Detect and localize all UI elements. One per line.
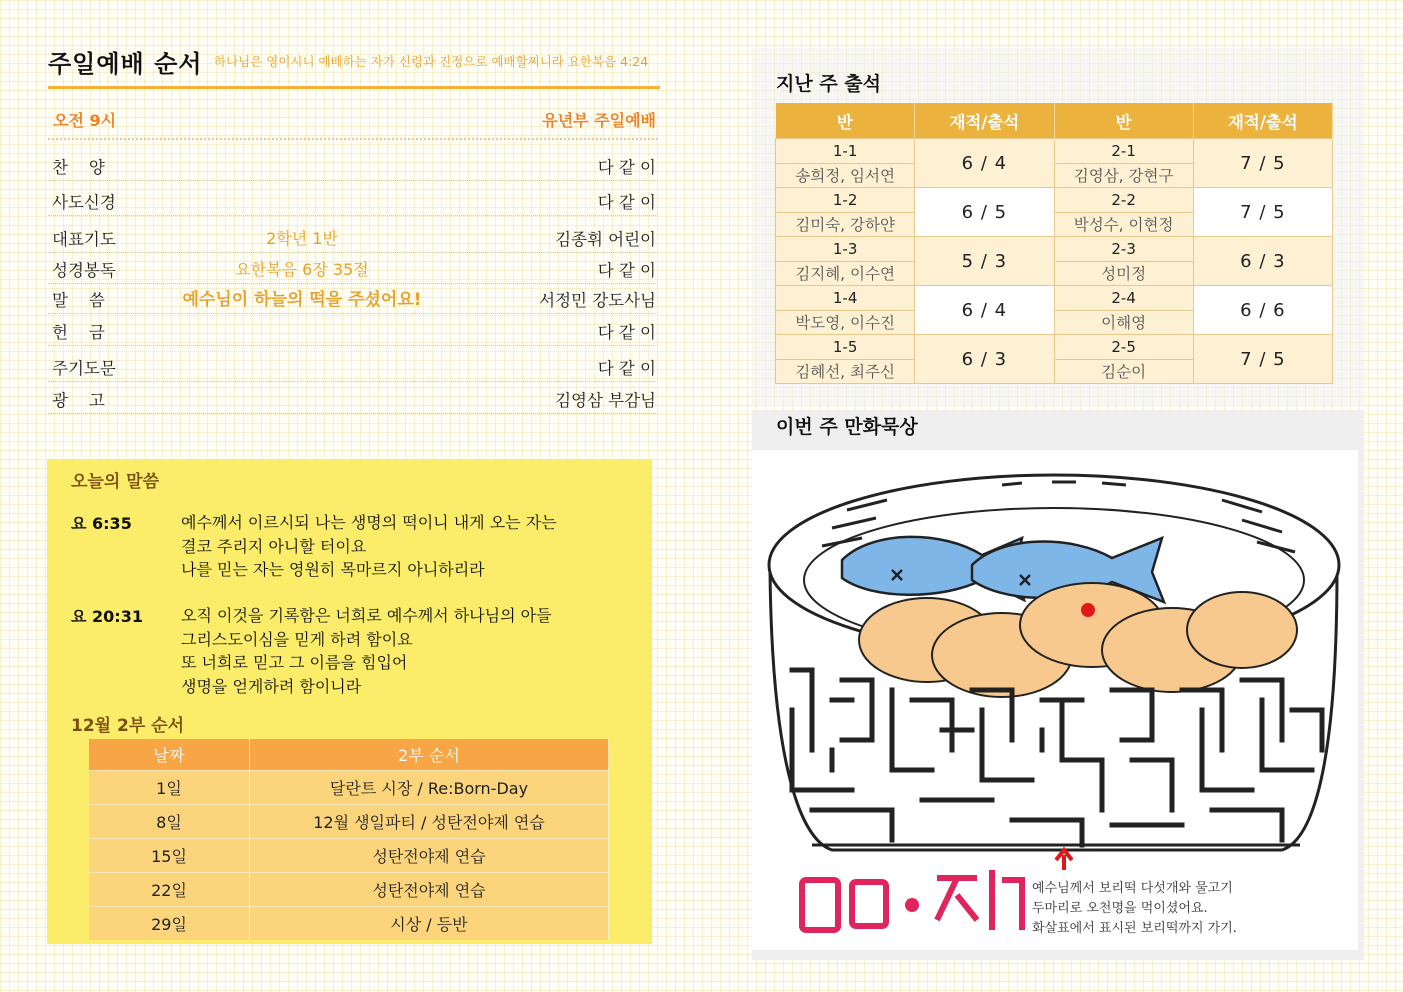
schedule-event: 성탄전야제 연습 xyxy=(250,873,609,907)
class-count: 6 / 3 xyxy=(1193,237,1332,286)
order-label: 주기도문 xyxy=(52,359,116,378)
class-count: 6 / 3 xyxy=(915,335,1054,384)
verse-line: 결코 주리지 아니할 터이요 xyxy=(181,536,367,556)
class-count: 7 / 5 xyxy=(1193,188,1332,237)
schedule-date: 22일 xyxy=(89,873,250,907)
class-count: 7 / 5 xyxy=(1193,139,1332,188)
class-teachers: 성미정 xyxy=(1054,261,1193,286)
class-name: 2-5 xyxy=(1054,335,1193,360)
class-count: 7 / 5 xyxy=(1193,335,1332,384)
schedule-event: 성탄전야제 연습 xyxy=(250,839,609,873)
todays-word-title: 오늘의 말씀 xyxy=(71,472,160,492)
order-person: 다 같 이 xyxy=(597,261,656,280)
page-title: 주일예배 순서 xyxy=(48,50,203,78)
class-count: 5 / 3 xyxy=(915,237,1054,286)
todays-word-box xyxy=(47,459,652,944)
schedule-title: 12월 2부 순서 xyxy=(71,716,185,736)
class-name: 1-2 xyxy=(776,188,915,213)
verse-line: 예수께서 이르시되 나는 생명의 떡이니 내게 오는 자는 xyxy=(181,513,557,532)
class-count: 6 / 6 xyxy=(1193,286,1332,335)
order-row xyxy=(48,314,658,346)
verse-line: 오직 이것을 기록함은 너희로 예수께서 하나님의 아들 xyxy=(181,606,552,625)
verse-line: 생명을 얻게하려 함이니라 xyxy=(181,676,362,696)
class-teachers: 송희정, 임서연 xyxy=(776,163,915,188)
order-label: 대표기도 xyxy=(52,230,116,249)
order-label: 사도신경 xyxy=(52,193,116,212)
class-teachers: 김순이 xyxy=(1054,359,1193,384)
attendance-header: 재적/출석 xyxy=(1193,103,1332,139)
class-name: 2-2 xyxy=(1054,188,1193,213)
order-person: 김영삼 부감님 xyxy=(555,391,656,410)
class-name: 1-3 xyxy=(776,237,915,262)
attendance-title: 지난 주 출석 xyxy=(776,73,881,95)
schedule-date: 29일 xyxy=(89,907,250,941)
order-row: 말 씀 예수님이 하늘의 떡을 주셨어요! 서정민 강도사님 xyxy=(48,284,658,314)
verse-reference: 요 6:35 xyxy=(71,514,132,533)
maze-instruction-line: 두마리로 오천명을 먹이셨어요. xyxy=(1032,901,1208,916)
attendance-header: 반 xyxy=(776,103,915,139)
class-teachers: 이해영 xyxy=(1054,310,1193,335)
verse-text xyxy=(181,511,557,582)
schedule-row xyxy=(89,873,609,907)
cartoon-title: 이번 주 만화묵상 xyxy=(776,416,918,438)
schedule-header: 2부 순서 xyxy=(250,739,609,771)
maze-instruction-line: 예수님께서 보리떡 다섯개와 물고기 xyxy=(1032,881,1233,896)
class-count: 6 / 4 xyxy=(915,286,1054,335)
cartoon-panel xyxy=(752,410,1364,960)
worship-order xyxy=(48,104,658,414)
class-teachers: 김영삼, 강현구 xyxy=(1054,163,1193,188)
class-name: 1-4 xyxy=(776,286,915,311)
class-teachers: 김지혜, 이수연 xyxy=(776,261,915,286)
schedule-row xyxy=(89,805,609,839)
order-person: 김종휘 어린이 xyxy=(555,230,656,249)
order-row xyxy=(48,181,658,216)
attendance-row xyxy=(776,188,1333,213)
class-count: 6 / 4 xyxy=(915,139,1054,188)
attendance-row xyxy=(776,286,1333,311)
schedule-event: 12월 생일파티 / 성탄전야제 연습 xyxy=(250,805,609,839)
maze-instruction-line: 화살표에서 표시된 보리떡까지 가기. xyxy=(1032,921,1237,936)
class-name: 2-3 xyxy=(1054,237,1193,262)
order-row: 대표기도 2학년 1반 김종휘 어린이 xyxy=(48,216,658,253)
order-row xyxy=(48,346,658,382)
order-label: 말 씀 xyxy=(52,291,105,310)
attendance-table xyxy=(775,103,1333,384)
service-group: 유년부 주일예배 xyxy=(542,111,656,130)
order-label: 찬 양 xyxy=(52,158,105,177)
schedule-table xyxy=(89,739,609,940)
attendance-header: 반 xyxy=(1054,103,1193,139)
order-label: 성경봉독 xyxy=(52,261,116,280)
order-person: 서정민 강도사님 xyxy=(539,291,656,310)
attendance-panel xyxy=(752,48,1364,404)
attendance-header: 재적/출석 xyxy=(915,103,1054,139)
verse-line: 또 너희로 믿고 그 이름을 힘입어 xyxy=(181,653,408,672)
order-person: 다 같 이 xyxy=(597,359,656,378)
attendance-row xyxy=(776,335,1333,360)
order-row: 성경봉독 요한복음 6장 35절 다 같 이 xyxy=(48,253,658,284)
attendance-row xyxy=(776,237,1333,262)
schedule-row xyxy=(89,771,609,805)
attendance-header-row xyxy=(776,103,1333,139)
class-teachers: 김혜선, 최주신 xyxy=(776,359,915,384)
class-count: 6 / 5 xyxy=(915,188,1054,237)
order-person: 다 같 이 xyxy=(597,158,656,177)
worship-order-header xyxy=(48,42,660,89)
order-label: 광 고 xyxy=(52,391,105,410)
order-head xyxy=(48,104,658,140)
verse-line: 나를 믿는 자는 영원히 목마르지 아니하리라 xyxy=(181,560,485,579)
order-label: 헌 금 xyxy=(52,323,105,342)
verse-reference: 요 20:31 xyxy=(71,607,143,626)
schedule-date: 8일 xyxy=(89,805,250,839)
schedule-header: 날짜 xyxy=(89,739,250,771)
service-time: 오전 9시 xyxy=(53,111,117,130)
attendance-row xyxy=(776,139,1333,164)
basket-maze-illustration xyxy=(752,450,1358,950)
schedule-event: 달란트 시장 / Re:Born-Day xyxy=(250,771,609,805)
class-teachers: 박도영, 이수진 xyxy=(776,310,915,335)
schedule-date: 1일 xyxy=(89,771,250,805)
class-name: 1-5 xyxy=(776,335,915,360)
order-row xyxy=(48,140,658,181)
schedule-row xyxy=(89,907,609,941)
class-teachers: 김미숙, 강하얀 xyxy=(776,212,915,237)
schedule-event: 시상 / 등반 xyxy=(250,907,609,941)
basket-maze-drawing xyxy=(752,450,1358,950)
verse-line: 그리스도이심을 믿게 하려 함이요 xyxy=(181,629,413,649)
schedule-date: 15일 xyxy=(89,839,250,873)
class-name: 2-4 xyxy=(1054,286,1193,311)
order-person: 다 같 이 xyxy=(597,323,656,342)
order-person: 다 같 이 xyxy=(597,193,656,212)
class-teachers: 박성수, 이현정 xyxy=(1054,212,1193,237)
class-name: 2-1 xyxy=(1054,139,1193,164)
verse-text xyxy=(181,604,552,698)
class-name: 1-1 xyxy=(776,139,915,164)
header-verse: 하나님은 영이시니 예배하는 자가 신령과 진정으로 예배할찌니라 요한복음 4:24 xyxy=(214,54,649,69)
maze-logo xyxy=(802,870,1022,930)
schedule-header-row xyxy=(89,739,609,771)
arrow-icon xyxy=(1056,850,1072,870)
order-row xyxy=(48,382,658,414)
schedule-row xyxy=(89,839,609,873)
marker-icon xyxy=(1081,603,1095,617)
